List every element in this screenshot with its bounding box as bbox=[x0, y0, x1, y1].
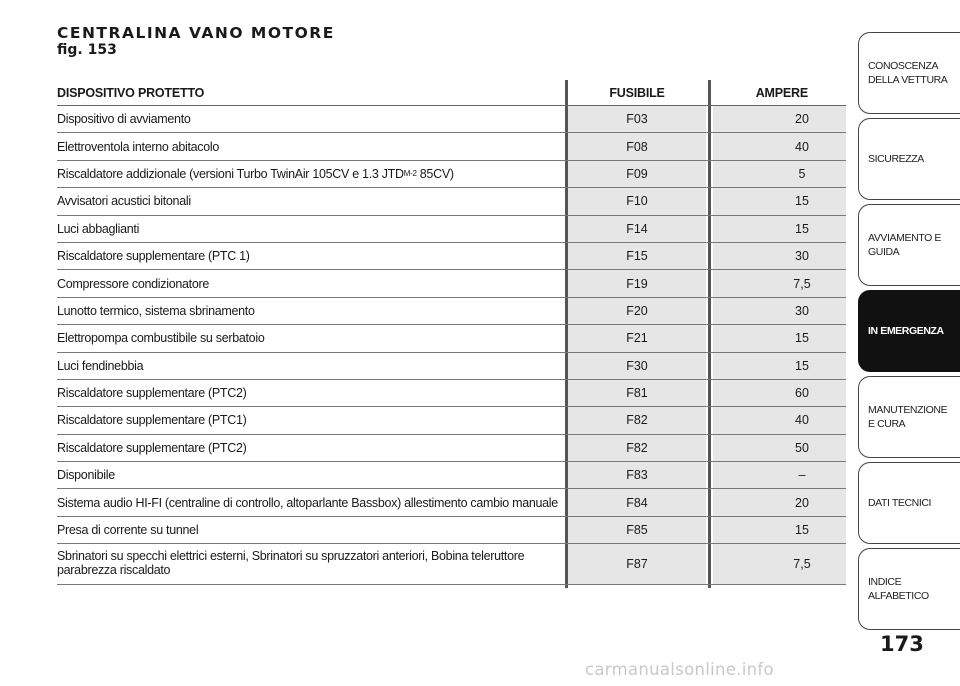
section-title: CENTRALINA VANO MOTORE bbox=[57, 24, 335, 42]
header-fuse: FUSIBILE bbox=[609, 86, 665, 100]
fuse-cell: F10 bbox=[568, 188, 706, 214]
amps-cell: 15 bbox=[713, 188, 846, 214]
device-text: Riscaldatore supplementare (PTC2) bbox=[57, 440, 247, 455]
table-row bbox=[57, 489, 846, 516]
table-header bbox=[57, 80, 846, 106]
device-text: Dispositivo di avviamento bbox=[57, 112, 191, 127]
tab-label: MANUTENZIONE E CURA bbox=[868, 404, 948, 430]
fuse-cell: F83 bbox=[568, 462, 706, 488]
table-row bbox=[57, 243, 846, 270]
amps-cell: 50 bbox=[713, 435, 846, 461]
tab-label: IN EMERGENZA bbox=[868, 325, 944, 337]
device-text: Sistema audio HI-FI (centraline di controllo, altoparlante Bassbox) allestimento cambio manuale bbox=[57, 495, 558, 510]
amps-cell: 20 bbox=[713, 106, 846, 132]
device-text: Elettropompa combustibile su serbatoio bbox=[57, 331, 265, 346]
amps-cell: 7,5 bbox=[713, 544, 846, 584]
tab-label: INDICE ALFABETICO bbox=[868, 576, 929, 602]
device-text: Riscaldatore supplementare (PTC1) bbox=[57, 413, 247, 428]
tab-indice-alfabetico[interactable] bbox=[858, 548, 960, 630]
device-text: Luci abbaglianti bbox=[57, 221, 140, 236]
tab-conoscenza-della-vettura[interactable] bbox=[858, 32, 960, 114]
device-text: Presa di corrente su tunnel bbox=[57, 523, 199, 538]
device-cell bbox=[57, 544, 557, 584]
table-row bbox=[57, 106, 846, 133]
tab-avviamento-e-guida[interactable] bbox=[858, 204, 960, 286]
fuse-cell: F20 bbox=[568, 298, 706, 324]
device-text: Riscaldatore supplementare (PTC 1) bbox=[57, 249, 250, 264]
device-cell bbox=[57, 325, 562, 351]
figure-reference: fig. 153 bbox=[57, 42, 117, 58]
device-text: Elettroventola interno abitacolo bbox=[57, 139, 220, 154]
header-device: DISPOSITIVO PROTETTO bbox=[57, 86, 205, 100]
device-text: Disponibile bbox=[57, 468, 115, 483]
device-cell bbox=[57, 188, 562, 214]
device-cell bbox=[57, 298, 562, 324]
fuse-cell: F08 bbox=[568, 133, 706, 159]
device-cell bbox=[57, 161, 562, 187]
device-text: Lunotto termico, sistema sbrinamento bbox=[57, 303, 255, 318]
amps-cell: 30 bbox=[713, 298, 846, 324]
amps-cell: 15 bbox=[713, 325, 846, 351]
device-cell bbox=[57, 133, 562, 159]
fuse-cell: F19 bbox=[568, 270, 706, 296]
device-cell bbox=[57, 407, 562, 433]
fuse-table bbox=[57, 80, 846, 585]
table-row bbox=[57, 380, 846, 407]
tab-label: CONOSCENZA DELLA VETTURA bbox=[868, 60, 948, 86]
amps-cell: 15 bbox=[713, 517, 846, 543]
fuse-cell: F09 bbox=[568, 161, 706, 187]
table-row bbox=[57, 462, 846, 489]
device-cell bbox=[57, 462, 562, 488]
device-text: Compressore condizionatore bbox=[57, 276, 210, 291]
device-cell bbox=[57, 270, 562, 296]
device-subscript: M-2 bbox=[403, 168, 417, 178]
device-text: Luci fendinebbia bbox=[57, 358, 144, 373]
device-cell bbox=[57, 216, 562, 242]
amps-cell: 30 bbox=[713, 243, 846, 269]
fuse-cell: F21 bbox=[568, 325, 706, 351]
table-row bbox=[57, 517, 846, 544]
device-cell bbox=[57, 243, 562, 269]
device-cell bbox=[57, 106, 562, 132]
device-text: Avvisatori acustici bitonali bbox=[57, 194, 191, 209]
table-row bbox=[57, 298, 846, 325]
tab-label: DATI TECNICI bbox=[868, 497, 932, 509]
tab-dati-tecnici[interactable] bbox=[858, 462, 960, 544]
tab-manutenzione-e-cura[interactable] bbox=[858, 376, 960, 458]
fuse-cell: F82 bbox=[568, 435, 706, 461]
table-row bbox=[57, 407, 846, 434]
fuse-cell: F82 bbox=[568, 407, 706, 433]
tab-label: SICUREZZA bbox=[868, 153, 924, 165]
fuse-cell: F14 bbox=[568, 216, 706, 242]
amps-cell: 20 bbox=[713, 489, 846, 515]
amps-cell: 40 bbox=[713, 407, 846, 433]
device-cell bbox=[57, 489, 562, 515]
fuse-cell: F30 bbox=[568, 353, 706, 379]
tab-sicurezza[interactable] bbox=[858, 118, 960, 200]
device-text-tail: 85CV) bbox=[416, 166, 454, 181]
device-cell bbox=[57, 353, 562, 379]
device-text: Sbrinatori su specchi elettrici esterni, Sbrinatori su spruzzatori anteriori, Bobina teleruttore parabrezza riscaldato bbox=[57, 549, 525, 578]
amps-cell: 40 bbox=[713, 133, 846, 159]
device-cell bbox=[57, 435, 562, 461]
watermark: carmanualsonline.info bbox=[585, 660, 774, 679]
fuse-cell: F81 bbox=[568, 380, 706, 406]
device-text: Riscaldatore addizionale (versioni Turbo TwinAir 105CV e 1.3 JTD bbox=[57, 166, 404, 181]
table-row bbox=[57, 216, 846, 243]
table-row bbox=[57, 133, 846, 160]
fuse-cell: F84 bbox=[568, 489, 706, 515]
amps-cell: 60 bbox=[713, 380, 846, 406]
table-row bbox=[57, 161, 846, 188]
fuse-cell: F03 bbox=[568, 106, 706, 132]
page-number: 173 bbox=[880, 632, 924, 656]
amps-cell: 15 bbox=[713, 216, 846, 242]
amps-cell: 15 bbox=[713, 353, 846, 379]
table-row bbox=[57, 353, 846, 380]
table-row bbox=[57, 435, 846, 462]
amps-cell: 5 bbox=[713, 161, 846, 187]
table-row bbox=[57, 544, 846, 585]
tab-in-emergenza[interactable] bbox=[858, 290, 960, 372]
device-text: Riscaldatore supplementare (PTC2) bbox=[57, 386, 247, 401]
device-cell bbox=[57, 517, 562, 543]
fuse-cell: F85 bbox=[568, 517, 706, 543]
fuse-cell: F15 bbox=[568, 243, 706, 269]
header-amps: AMPERE bbox=[755, 86, 808, 100]
table-row bbox=[57, 270, 846, 297]
amps-cell: 7,5 bbox=[713, 270, 846, 296]
fuse-cell: F87 bbox=[568, 544, 706, 584]
table-body bbox=[57, 106, 846, 585]
device-cell bbox=[57, 380, 562, 406]
amps-cell: – bbox=[713, 462, 846, 488]
table-row bbox=[57, 325, 846, 352]
tab-label: AVVIAMENTO E GUIDA bbox=[868, 232, 941, 258]
table-row bbox=[57, 188, 846, 215]
